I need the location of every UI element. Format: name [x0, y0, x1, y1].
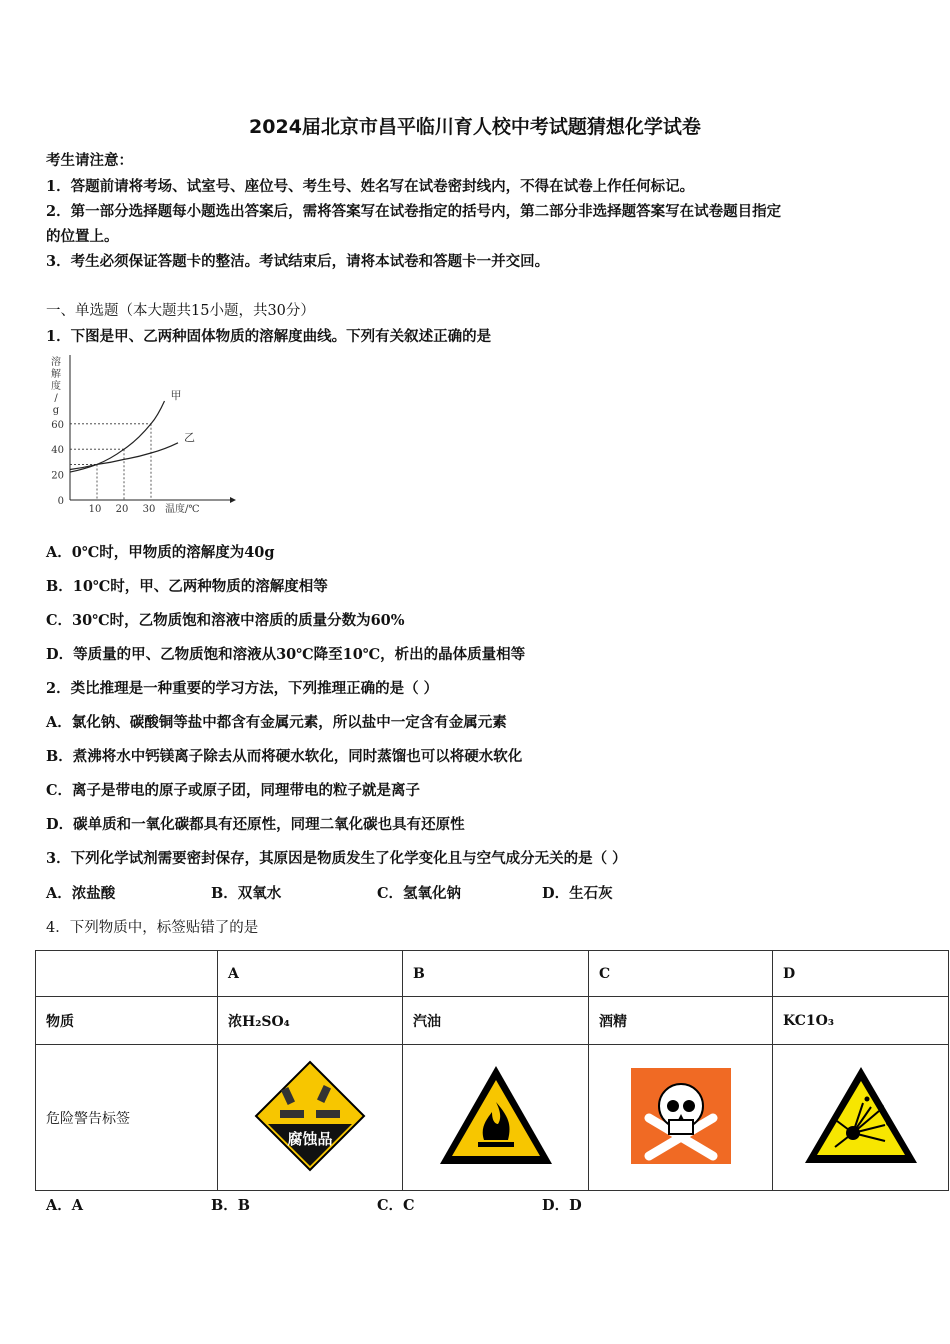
x-tick-label: 10 — [88, 504, 102, 515]
y-axis-label-char: 解 — [51, 369, 61, 380]
table-header-cell: B — [403, 951, 589, 997]
option: A．氯化钠、碳酸铜等盐中都含有金属元素，所以盐中一定含有金属元素 — [46, 714, 507, 731]
y-axis-label-char: g — [52, 405, 60, 416]
notice-item: 的位置上。 — [46, 228, 119, 245]
solubility-chart — [42, 353, 237, 518]
table-header-cell — [36, 951, 218, 997]
y-axis-label-char: / — [54, 393, 58, 404]
x-axis-arrow — [230, 497, 236, 503]
y-axis-label-char: 度 — [51, 381, 61, 392]
explosive-sign-cell — [773, 1045, 949, 1191]
substance-cell: 酒精 — [589, 997, 773, 1045]
skull-crossbones-icon — [631, 1068, 731, 1164]
option: B．B — [211, 1197, 251, 1214]
option: B．双氧水 — [211, 885, 282, 902]
corrosive-sign-cell — [218, 1045, 403, 1191]
question-stem: 3．下列化学试剂需要密封保存，其原因是物质发生了化学变化且与空气成分无关的是（ ） — [46, 850, 627, 867]
notice-item: 1．答题前请将考场、试室号、座位号、考生号、姓名写在试卷密封线内，不得在试卷上作任何标记。 — [46, 178, 695, 195]
y-tick-label: 0 — [57, 496, 64, 507]
toxic-sign-cell — [589, 1045, 773, 1191]
option: A．浓盐酸 — [46, 885, 116, 902]
corrosive-label: 腐蚀品 — [287, 1129, 333, 1148]
option: D．D — [542, 1197, 582, 1214]
y-tick-label: 20 — [51, 470, 64, 482]
x-tick-label: 20 — [115, 504, 129, 515]
option: B．10℃时，甲、乙两种物质的溶解度相等 — [46, 578, 328, 595]
notice-item: 3．考生必须保证答题卡的整洁。考试结束后，请将本试卷和答题卡一并交回。 — [46, 253, 550, 270]
section-heading: 一、单选题（本大题共15小题，共30分） — [46, 303, 315, 319]
question-stem: 2．类比推理是一种重要的学习方法，下列推理正确的是（ ） — [46, 680, 439, 697]
y-tick-label: 40 — [51, 445, 64, 457]
option: C．30℃时，乙物质饱和溶液中溶质的质量分数为60% — [46, 612, 405, 629]
flammable-sign-cell — [403, 1045, 589, 1191]
y-tick-label: 60 — [51, 419, 64, 431]
option: C．C — [377, 1197, 415, 1214]
option: A．A — [46, 1197, 84, 1214]
table-header-cell: A — [218, 951, 403, 997]
option: D．等质量的甲、乙物质饱和溶液从30℃降至10℃，析出的晶体质量相等 — [46, 646, 526, 663]
notice-item: 2．第一部分选择题每小题选出答案后，需将答案写在试卷指定的括号内，第二部分非选择题答案写在试卷题目指定 — [46, 203, 782, 220]
x-axis-label: 温度/℃ — [165, 504, 200, 515]
row-label: 危险警告标签 — [36, 1045, 218, 1191]
substance-cell: 汽油 — [403, 997, 589, 1045]
option: D．生石灰 — [542, 885, 613, 902]
corrosive-icon — [254, 1060, 366, 1172]
page-title: 2024届北京市昌平临川育人校中考试题猜想化学试卷 — [249, 116, 701, 138]
question-stem: 4．下列物质中，标签贴错了的是 — [46, 920, 259, 936]
option: B．煮沸将水中钙镁离子除去从而将硬水软化，同时蒸馏也可以将硬水软化 — [46, 748, 523, 765]
row-label: 物质 — [36, 997, 218, 1045]
table-header-cell: C — [589, 951, 773, 997]
series-label: 乙 — [184, 430, 195, 444]
y-axis-label-char: 溶 — [51, 357, 61, 368]
option: D．碳单质和一氧化碳都具有还原性，同理二氧化碳也具有还原性 — [46, 816, 465, 833]
explosion-icon — [801, 1063, 921, 1169]
table-header-cell: D — [773, 951, 949, 997]
question-stem: 1．下图是甲、乙两种固体物质的溶解度曲线。下列有关叙述正确的是 — [46, 328, 492, 345]
substance-cell: 浓H₂SO₄ — [218, 997, 403, 1045]
option: A．0℃时，甲物质的溶解度为40g — [46, 544, 275, 561]
series-label: 甲 — [170, 388, 182, 402]
option: C．氢氧化钠 — [377, 885, 462, 902]
flame-icon — [436, 1062, 556, 1170]
x-tick-label: 30 — [142, 504, 156, 515]
substance-cell: KC1O₃ — [773, 997, 949, 1045]
option: C．离子是带电的原子或原子团，同理带电的粒子就是离子 — [46, 782, 421, 799]
label-table — [35, 950, 949, 1191]
notice-heading: 考生请注意： — [46, 152, 133, 169]
